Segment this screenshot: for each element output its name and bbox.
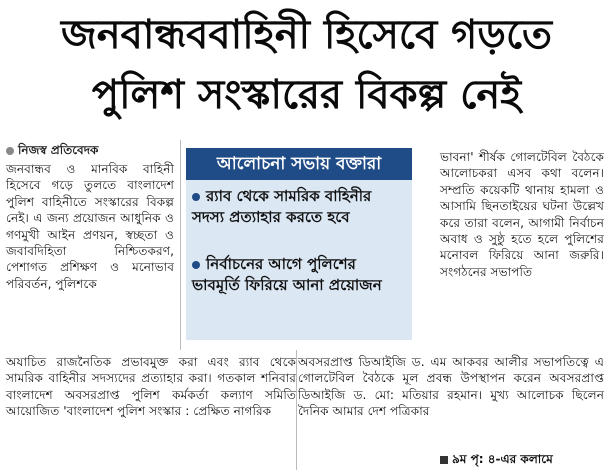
article-column-3-lower: অবসরপ্রাপ্ত ডিআইজি ড. এম আকবর আলীর সভাপতিত্বে এ গোলটেবিল বৈঠকে মূল প্রবন্ধ উপস্থাপন করেন অবসরপ্রাপ্ত ডিআইজি ড. মো: মতিয়ার রহমান। মুখ্য আলোচক ছিলেন দৈনিক আমার দেশ পত্রিকার <box>298 355 604 419</box>
highlight-bullet-2 <box>192 254 406 296</box>
column-divider <box>180 140 181 350</box>
highlight-bullet-2-text: নির্বাচনের আগে পুলিশের ভাবমূর্তি ফিরিয়ে আনা প্রয়োজন <box>192 255 382 294</box>
byline <box>6 142 98 162</box>
square-bullet-icon <box>440 456 448 464</box>
headline-line-1: জনবান্ধববাহিনী হিসেবে গড়তে <box>60 12 553 58</box>
column-divider <box>296 350 297 470</box>
bullet-dot-icon <box>6 147 14 155</box>
headline-line-2: পুলিশ সংস্কারের বিকল্প নেই <box>91 72 522 118</box>
highlight-bullet-1-text: র‌্যাব থেকে সামরিক বাহিনীর সদস্য প্রত্যাহার করতে হবে <box>192 187 372 226</box>
continued-text: ৯ম পৃ: ৪-এর কলামে <box>452 452 553 466</box>
bullet-icon <box>192 193 200 201</box>
highlight-box-title: আলোচনা সভায় বক্তারা <box>186 148 412 180</box>
article-column-2-lower: অযাচিত রাজনৈতিক প্রভাবমুক্ত করা এবং র‌্যাব থেকে সামরিক বাহিনীর সদস্যদের প্রত্যাহার করা। গতকাল শনিবার বাংলাদেশ অবসরপ্রাপ্ত পুলিশ কর্মকর্তা কল্যাণ সমিতি আয়োজিত 'বাংলাদেশ পুলিশ সংস্কার : প্রেক্ষিত নাগরিক <box>6 355 296 419</box>
article-column-1: জনবান্ধব ও মানবিক বাহিনী হিসেবে গড়ে তুলতে বাংলাদেশ পুলিশ বাহিনীতে সংস্কারের বিকল্প নেই। এ জন্য প্রয়োজন আধুনিক ও গণমুখী আইন প্রণয়ন, স্বচ্ছতা ও জবাবদিহিতা নিশ্চিতকরণ, পেশাগত প্রশিক্ষণ ও মনোভাব পরিবর্তন, পুলিশকে <box>6 162 174 291</box>
article-column-3: ভাবনা' শীর্ষক গোলটেবিল বৈঠকে আলোচকরা এসব কথা বলেন। সম্প্রতি কয়েকটি থানায় হামলা ও আসামি ছিনতাইয়ের ঘটনা উল্লেখ করে তারা বলেন, আগামী নির্বাচন অবাধ ও সুষ্ঠু হতে হলে পুলিশের মনোবল ফিরিয়ে আনা জরুরি। সংগঠনের সভাপতি <box>440 150 604 279</box>
highlight-bullet-1 <box>192 186 406 228</box>
continued-on-page <box>440 451 608 471</box>
byline-text: নিজস্ব প্রতিবেদক <box>18 143 99 157</box>
bullet-icon <box>192 261 200 269</box>
